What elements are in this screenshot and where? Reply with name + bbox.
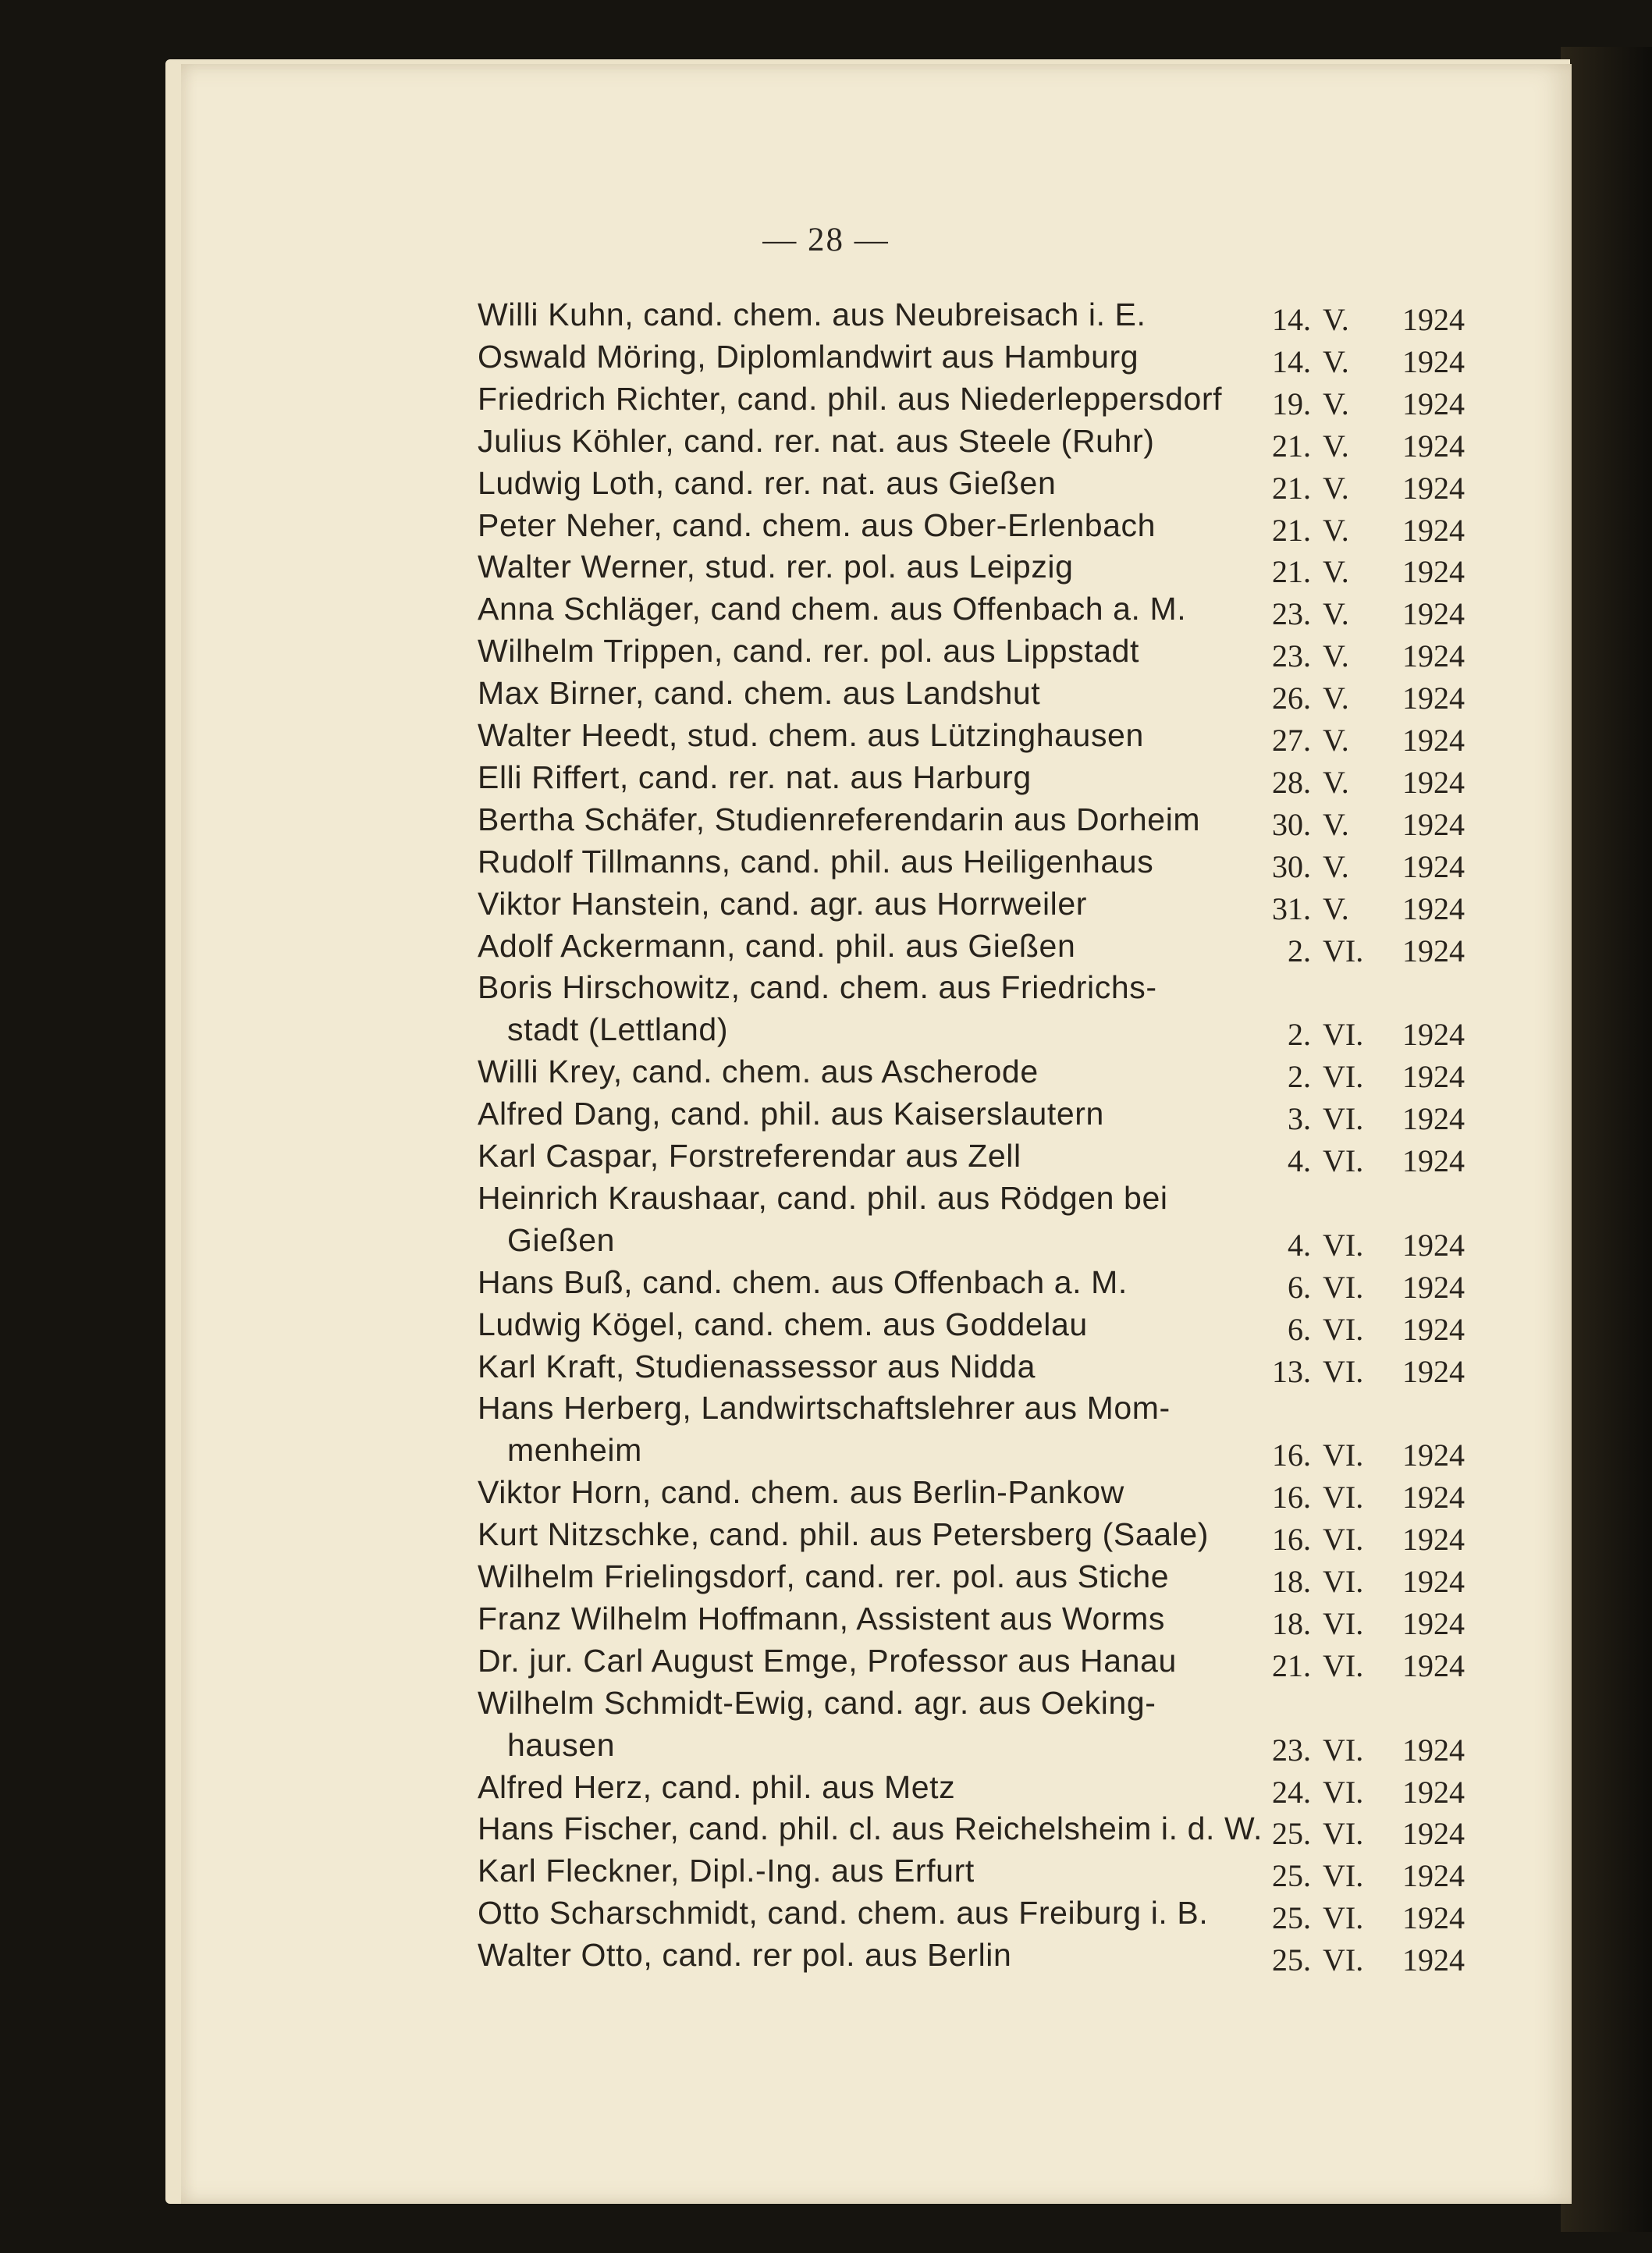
entry-name: Heinrich Kraushaar, cand. phil. aus Rödgen bei bbox=[478, 1180, 1168, 1216]
entry-month: VI. bbox=[1323, 1101, 1364, 1136]
entry-name: Alfred Herz, cand. phil. aus Metz bbox=[478, 1769, 956, 1805]
entry-day: 25. bbox=[1272, 1900, 1311, 1935]
entry-day: 2. bbox=[1288, 1017, 1311, 1052]
entry-day: 2. bbox=[1288, 933, 1311, 968]
entry-year: 1924 bbox=[1402, 1437, 1465, 1473]
entry-month: V. bbox=[1323, 849, 1349, 884]
entry-name: Hans Herberg, Landwirtschaftslehrer aus Mom- bbox=[478, 1390, 1171, 1426]
entry-day: 30. bbox=[1272, 849, 1311, 884]
entry-month: V. bbox=[1323, 513, 1349, 548]
entry-month: VI. bbox=[1323, 1522, 1364, 1557]
entry-month: VI. bbox=[1323, 1564, 1364, 1599]
entry-month: V. bbox=[1323, 302, 1349, 337]
entry-name: Ludwig Kögel, cand. chem. aus Goddelau bbox=[478, 1306, 1088, 1342]
entry-day: 2. bbox=[1288, 1059, 1311, 1094]
entry-year: 1924 bbox=[1402, 513, 1465, 548]
entry-day: 4. bbox=[1288, 1143, 1311, 1178]
entry-year: 1924 bbox=[1402, 1900, 1465, 1935]
entry-year: 1924 bbox=[1402, 428, 1465, 464]
entry-year: 1924 bbox=[1402, 1816, 1465, 1851]
entry-day: 14. bbox=[1272, 344, 1311, 379]
entry-month: V. bbox=[1323, 807, 1349, 842]
entry-name: Bertha Schäfer, Studienreferendarin aus Dorheim bbox=[478, 801, 1201, 837]
entry-name: Karl Caspar, Forstreferendar aus Zell bbox=[478, 1138, 1021, 1174]
entry-month: VI. bbox=[1323, 1437, 1364, 1473]
entry-day: 21. bbox=[1272, 513, 1311, 548]
entry-name-continuation: Gießen bbox=[507, 1222, 616, 1258]
entry-month: VI. bbox=[1323, 1732, 1364, 1768]
entry-name: Viktor Horn, cand. chem. aus Berlin-Pankow bbox=[478, 1474, 1124, 1510]
entry-day: 3. bbox=[1288, 1101, 1311, 1136]
entry-year: 1924 bbox=[1402, 1143, 1465, 1178]
entry-year: 1924 bbox=[1402, 1775, 1465, 1810]
entry-year: 1924 bbox=[1402, 1732, 1465, 1768]
entry-month: V. bbox=[1323, 428, 1349, 464]
entry-name: Alfred Dang, cand. phil. aus Kaiserslautern bbox=[478, 1096, 1104, 1132]
entry-year: 1924 bbox=[1402, 1942, 1465, 1978]
entry-name: Max Birner, cand. chem. aus Landshut bbox=[478, 675, 1041, 711]
entry-day: 13. bbox=[1272, 1354, 1311, 1389]
entry-year: 1924 bbox=[1402, 1312, 1465, 1347]
entry-month: V. bbox=[1323, 386, 1349, 421]
entry-name: Friedrich Richter, cand. phil. aus Niederleppersdorf bbox=[478, 381, 1223, 417]
entry-day: 19. bbox=[1272, 386, 1311, 421]
entry-day: 21. bbox=[1272, 428, 1311, 464]
entry-day: 14. bbox=[1272, 302, 1311, 337]
entry-day: 16. bbox=[1272, 1437, 1311, 1473]
entry-year: 1924 bbox=[1402, 1354, 1465, 1389]
entry-month: VI. bbox=[1323, 1480, 1364, 1515]
entry-year: 1924 bbox=[1402, 1059, 1465, 1094]
entry-year: 1924 bbox=[1402, 554, 1465, 589]
entry-name: Walter Otto, cand. rer pol. aus Berlin bbox=[478, 1937, 1012, 1973]
page-number: — 28 — bbox=[762, 222, 890, 258]
entry-year: 1924 bbox=[1402, 1606, 1465, 1641]
entry-day: 6. bbox=[1288, 1312, 1311, 1347]
entry-day: 18. bbox=[1272, 1606, 1311, 1641]
entry-month: VI. bbox=[1323, 1775, 1364, 1810]
entry-month: V. bbox=[1323, 471, 1349, 506]
entry-day: 6. bbox=[1288, 1270, 1311, 1305]
entry-month: V. bbox=[1323, 765, 1349, 800]
entry-year: 1924 bbox=[1402, 344, 1465, 379]
entry-day: 21. bbox=[1272, 1648, 1311, 1683]
entry-day: 18. bbox=[1272, 1564, 1311, 1599]
entry-year: 1924 bbox=[1402, 1648, 1465, 1683]
entry-month: VI. bbox=[1323, 933, 1364, 968]
entry-month: VI. bbox=[1323, 1312, 1364, 1347]
entry-name: Julius Köhler, cand. rer. nat. aus Steele (Ruhr) bbox=[478, 423, 1155, 459]
entry-month: VI. bbox=[1323, 1354, 1364, 1389]
entry-name: Wilhelm Schmidt-Ewig, cand. agr. aus Oeking- bbox=[478, 1685, 1156, 1721]
entry-month: V. bbox=[1323, 723, 1349, 758]
entry-name: Karl Kraft, Studienassessor aus Nidda bbox=[478, 1349, 1036, 1384]
entry-year: 1924 bbox=[1402, 471, 1465, 506]
entry-month: V. bbox=[1323, 596, 1349, 631]
entry-day: 26. bbox=[1272, 681, 1311, 716]
entry-year: 1924 bbox=[1402, 891, 1465, 926]
entry-year: 1924 bbox=[1402, 723, 1465, 758]
entry-year: 1924 bbox=[1402, 681, 1465, 716]
entry-name-continuation: stadt (Lettland) bbox=[507, 1011, 729, 1047]
entry-name: Otto Scharschmidt, cand. chem. aus Freiburg i. B. bbox=[478, 1895, 1209, 1931]
entry-name: Hans Buß, cand. chem. aus Offenbach a. M. bbox=[478, 1264, 1128, 1300]
entry-month: V. bbox=[1323, 554, 1349, 589]
entry-day: 24. bbox=[1272, 1775, 1311, 1810]
entry-year: 1924 bbox=[1402, 1017, 1465, 1052]
entry-name: Viktor Hanstein, cand. agr. aus Horrweiler bbox=[478, 886, 1088, 922]
entry-day: 23. bbox=[1272, 638, 1311, 673]
entry-day: 30. bbox=[1272, 807, 1311, 842]
entry-day: 28. bbox=[1272, 765, 1311, 800]
entry-month: VI. bbox=[1323, 1606, 1364, 1641]
entry-name-continuation: menheim bbox=[507, 1432, 642, 1468]
entry-year: 1924 bbox=[1402, 1858, 1465, 1893]
entry-day: 16. bbox=[1272, 1480, 1311, 1515]
entry-year: 1924 bbox=[1402, 1480, 1465, 1515]
entry-year: 1924 bbox=[1402, 933, 1465, 968]
entry-name: Ludwig Loth, cand. rer. nat. aus Gießen bbox=[478, 465, 1057, 501]
entry-name-continuation: hausen bbox=[507, 1727, 616, 1763]
entry-year: 1924 bbox=[1402, 765, 1465, 800]
entry-name: Willi Kuhn, cand. chem. aus Neubreisach i. E. bbox=[478, 297, 1146, 332]
entry-name: Walter Werner, stud. rer. pol. aus Leipzig bbox=[478, 549, 1074, 585]
entry-day: 31. bbox=[1272, 891, 1311, 926]
entry-day: 25. bbox=[1272, 1858, 1311, 1893]
entry-day: 21. bbox=[1272, 471, 1311, 506]
entry-name: Kurt Nitzschke, cand. phil. aus Petersberg (Saale) bbox=[478, 1516, 1209, 1552]
entry-day: 4. bbox=[1288, 1228, 1311, 1263]
entry-name: Elli Riffert, cand. rer. nat. aus Harburg bbox=[478, 759, 1032, 795]
entry-month: VI. bbox=[1323, 1270, 1364, 1305]
entry-year: 1924 bbox=[1402, 1564, 1465, 1599]
entry-year: 1924 bbox=[1402, 1101, 1465, 1136]
entry-month: VI. bbox=[1323, 1900, 1364, 1935]
entry-year: 1924 bbox=[1402, 596, 1465, 631]
entry-month: VI. bbox=[1323, 1816, 1364, 1851]
entry-name: Anna Schläger, cand chem. aus Offenbach a. M. bbox=[478, 591, 1187, 627]
entry-name: Walter Heedt, stud. chem. aus Lützinghausen bbox=[478, 717, 1144, 753]
entry-name: Willi Krey, cand. chem. aus Ascherode bbox=[478, 1054, 1039, 1089]
entry-year: 1924 bbox=[1402, 807, 1465, 842]
entry-month: VI. bbox=[1323, 1228, 1364, 1263]
entry-month: V. bbox=[1323, 344, 1349, 379]
entry-year: 1924 bbox=[1402, 386, 1465, 421]
entry-day: 21. bbox=[1272, 554, 1311, 589]
entry-year: 1924 bbox=[1402, 302, 1465, 337]
entry-month: VI. bbox=[1323, 1858, 1364, 1893]
entry-name: Peter Neher, cand. chem. aus Ober-Erlenbach bbox=[478, 507, 1156, 543]
entry-name: Wilhelm Frielingsdorf, cand. rer. pol. aus Stiche bbox=[478, 1558, 1170, 1594]
entry-name: Boris Hirschowitz, cand. chem. aus Friedrichs- bbox=[478, 969, 1157, 1005]
entry-day: 23. bbox=[1272, 1732, 1311, 1768]
entry-year: 1924 bbox=[1402, 638, 1465, 673]
entry-name: Rudolf Tillmanns, cand. phil. aus Heiligenhaus bbox=[478, 844, 1154, 880]
entry-month: VI. bbox=[1323, 1059, 1364, 1094]
entry-year: 1924 bbox=[1402, 1270, 1465, 1305]
entry-year: 1924 bbox=[1402, 1522, 1465, 1557]
entry-day: 25. bbox=[1272, 1816, 1311, 1851]
entry-name: Oswald Möring, Diplomlandwirt aus Hamburg bbox=[478, 339, 1139, 375]
entry-month: VI. bbox=[1323, 1648, 1364, 1683]
entry-year: 1924 bbox=[1402, 849, 1465, 884]
entry-year: 1924 bbox=[1402, 1228, 1465, 1263]
entry-month: VI. bbox=[1323, 1143, 1364, 1178]
entry-month: V. bbox=[1323, 681, 1349, 716]
entry-name: Hans Fischer, cand. phil. cl. aus Reichelsheim i. d. W. bbox=[478, 1811, 1263, 1846]
entry-name: Franz Wilhelm Hoffmann, Assistent aus Worms bbox=[478, 1601, 1165, 1636]
entry-month: V. bbox=[1323, 891, 1349, 926]
entry-name: Dr. jur. Carl August Emge, Professor aus Hanau bbox=[478, 1643, 1177, 1679]
entry-day: 23. bbox=[1272, 596, 1311, 631]
entry-name: Adolf Ackermann, cand. phil. aus Gießen bbox=[478, 928, 1076, 964]
entry-day: 16. bbox=[1272, 1522, 1311, 1557]
entry-month: VI. bbox=[1323, 1017, 1364, 1052]
entry-month: VI. bbox=[1323, 1942, 1364, 1978]
entry-day: 25. bbox=[1272, 1942, 1311, 1978]
entry-name: Karl Fleckner, Dipl.-Ing. aus Erfurt bbox=[478, 1853, 975, 1889]
entry-day: 27. bbox=[1272, 723, 1311, 758]
entry-month: V. bbox=[1323, 638, 1349, 673]
entry-name: Wilhelm Trippen, cand. rer. pol. aus Lippstadt bbox=[478, 633, 1140, 669]
